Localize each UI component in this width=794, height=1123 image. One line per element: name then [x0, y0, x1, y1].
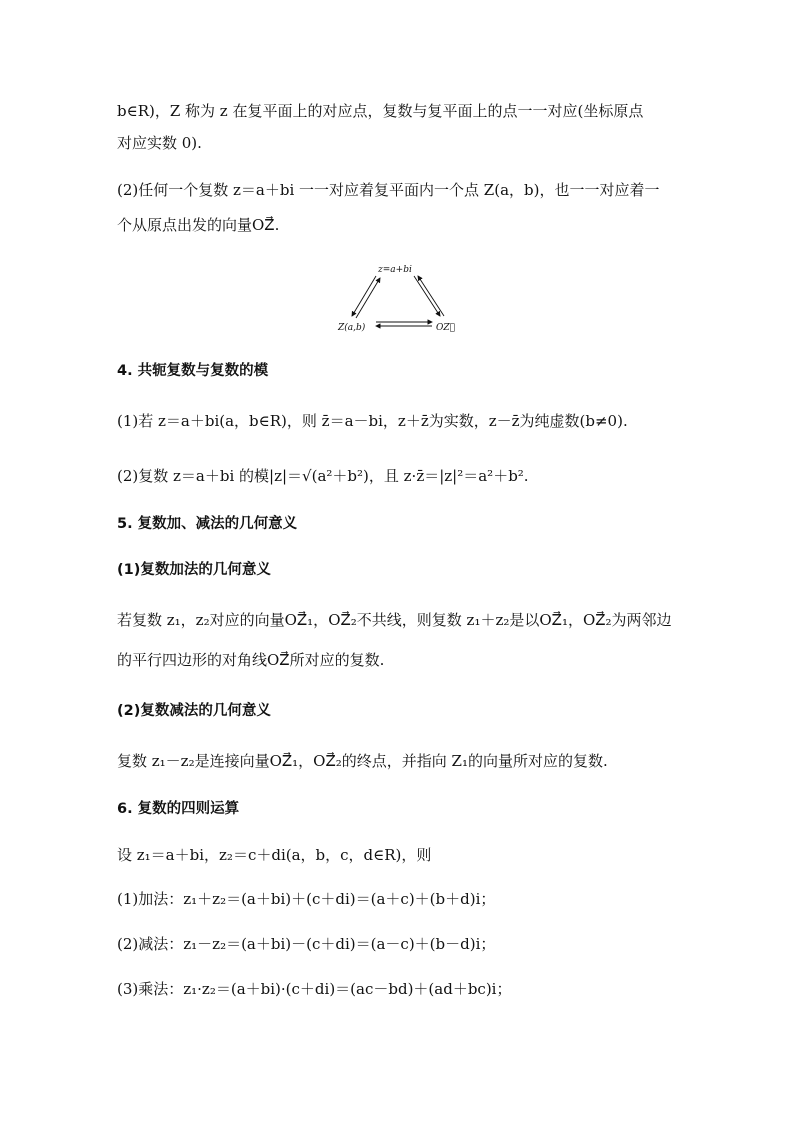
paragraph-line: 个从原点出发的向量OZ⃗. — [117, 216, 280, 234]
subsection-heading: (1)复数加法的几何意义 — [117, 562, 271, 578]
paragraph-line: (1)若 z＝a＋bi(a，b∈R)，则 z̄＝a－bi，z＋z̄为实数，z－z̄为纯虚数(b≠0). — [117, 412, 628, 430]
paragraph-line: 复数 z₁－z₂是连接向量OZ⃗₁，OZ⃗₂的终点，并指向 Z₁的向量所对应的复数. — [117, 752, 608, 770]
diagram-arrow — [414, 276, 440, 316]
section-heading: 4. 共轭复数与复数的模 — [117, 363, 269, 379]
diagram-label-vector: OZ⃗ — [436, 323, 456, 333]
section-heading: 5. 复数加、减法的几何意义 — [117, 516, 298, 532]
paragraph-line: 的平行四边形的对角线OZ⃗所对应的复数. — [117, 651, 385, 669]
correspondence-diagram — [330, 258, 470, 340]
paragraph-line: 设 z₁＝a＋bi，z₂＝c＋di(a，b，c，d∈R)，则 — [117, 846, 432, 864]
paragraph-line: 若复数 z₁，z₂对应的向量OZ⃗₁，OZ⃗₂不共线，则复数 z₁＋z₂是以OZ⃗₁，OZ⃗₂为两邻边 — [117, 611, 672, 629]
formula-line: (3)乘法：z₁·z₂＝(a＋bi)·(c＋di)＝(ac－bd)＋(ad＋bc)i； — [117, 980, 512, 998]
diagram-label-point: Z(a,b) — [338, 323, 366, 333]
paragraph-line: 对应实数 0). — [117, 134, 202, 152]
formula-line: (2)减法：z₁－z₂＝(a＋bi)－(c＋di)＝(a－c)＋(b－d)i； — [117, 935, 496, 953]
paragraph-line: (2)复数 z＝a＋bi 的模|z|＝√(a²＋b²)，且 z·z̄＝|z|²＝a²＋b². — [117, 467, 529, 485]
diagram-arrow — [418, 276, 444, 316]
diagram-arrow — [356, 278, 380, 318]
formula-line: (1)加法：z₁＋z₂＝(a＋bi)＋(c＋di)＝(a＋c)＋(b＋d)i； — [117, 890, 496, 908]
diagram-arrow — [352, 276, 376, 316]
paragraph-line: (2)任何一个复数 z＝a＋bi 一一对应着复平面内一个点 Z(a，b)，也一一对应着一 — [117, 181, 660, 199]
subsection-heading: (2)复数减法的几何意义 — [117, 703, 271, 719]
diagram-label-complex: z=a+bi — [378, 265, 412, 275]
paragraph-line: b∈R)，Z 称为 z 在复平面上的对应点，复数与复平面上的点一一对应(坐标原点 — [117, 102, 644, 120]
section-heading: 6. 复数的四则运算 — [117, 801, 240, 817]
